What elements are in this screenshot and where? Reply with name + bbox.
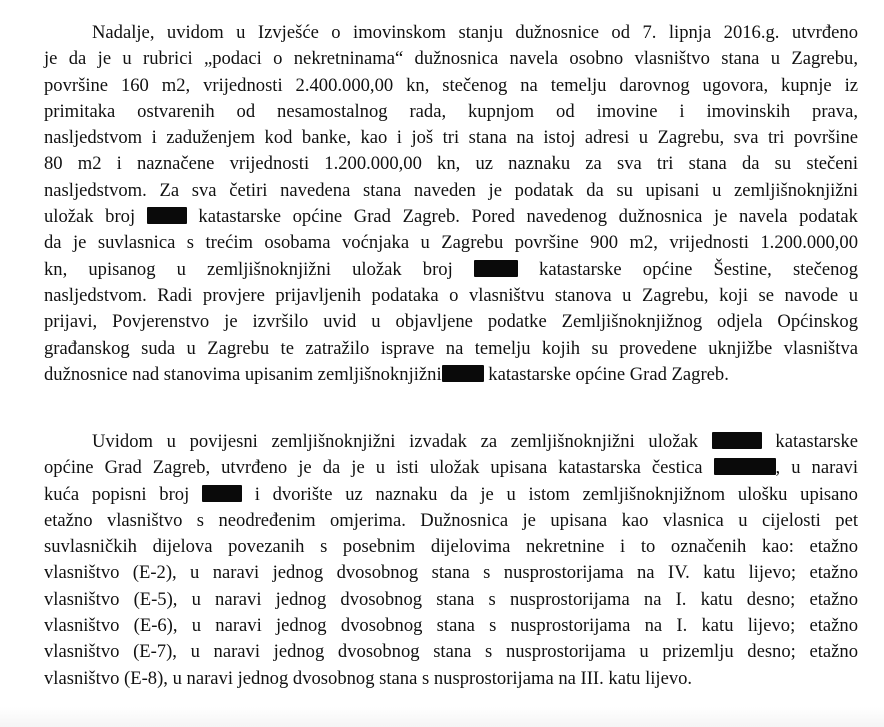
paragraph-land-registry — [44, 429, 858, 692]
text-line: vlasništvo (E-2), u naravi jednog dvosobnog stana s nusprostorijama na IV. katu lijevo; etažno — [44, 562, 858, 584]
text-line — [44, 257, 858, 283]
text-line: građanskog suda u Zagrebu te zatražilo isprave na temelju kojih su provedene uknjižbe vlasništva — [44, 337, 858, 359]
text-segment: kuća popisni broj — [44, 483, 190, 505]
redaction-block — [202, 485, 242, 502]
text-line: nasljedstvom. Radi provjere prijavljenih podataka o vlasništvu stanova u Zagrebu, koji se navode u — [44, 284, 858, 306]
redaction-block — [714, 458, 776, 475]
page-edge-shadow — [0, 707, 884, 727]
text-line: suvlasničkih dijelova povezanih s posebnim dijelovima nekretnine i to označenih kao: etažno — [44, 536, 858, 558]
redaction-block — [147, 207, 187, 224]
text-segment: katastarske — [775, 431, 859, 452]
text-line: 80 m2 i naznačene vrijednosti 1.200.000,00 kn, uz naznaku za sva tri stana da su stečeni — [44, 153, 858, 175]
text-line — [44, 482, 858, 508]
redaction-block — [712, 432, 762, 449]
redaction-block — [442, 365, 484, 382]
text-line: vlasništvo (E-5), u naravi jednog dvosobnog stana s nusprostorijama na I. katu desno; etažno — [44, 588, 858, 610]
text-line: nasljedstvom. Za sva četiri navedena stana naveden je podatak da su upisani u zemljišnoknjižni — [44, 179, 858, 201]
text-segment: općine Grad Zagreb, utvrđeno je da je u isti uložak upisana katastarska čestica — [44, 457, 703, 479]
text-segment: katastarske općine Šestine, stečenog — [539, 258, 858, 280]
text-line: da je suvlasnica s trećim osobama voćnjaka u Zagrebu površine 900 m2, vrijednosti 1.200.000,00 — [44, 232, 858, 254]
text-segment: katastarske općine Grad Zagreb. Pored navedenog dužnosnica je navela podatak — [198, 206, 858, 228]
text-segment: katastarske općine Grad Zagreb. — [488, 363, 729, 385]
paragraph-ownership-report — [44, 20, 858, 388]
text-line — [44, 362, 858, 388]
text-line: vlasništvo (E-6), u naravi jednog dvosobnog stana s nusprostorijama na I. katu lijevo; etažno — [44, 615, 858, 637]
text-segment: i dvorište uz naznaku da je u istom zemljišnoknjižnom ulošku upisano — [254, 483, 858, 505]
text-line: je da je u rubrici „podaci o nekretninama“ dužnosnica navela osobno vlasništvo stana u Zagrebu, — [44, 48, 858, 70]
text-line: površine 160 m2, vrijednosti 2.400.000,00 kn, stečenog na temelju darovnog ugovora, kupnje iz — [44, 74, 858, 96]
text-line: prijavi, Povjerenstvo je izvršilo uvid u objavljene podatke Zemljišnoknjižnog odjela Općinskog — [44, 311, 858, 333]
text-segment: uložak broj — [44, 206, 136, 228]
text-line: nasljedstvom i zaduženjem kod banke, kao i još tri stana na istoj adresi u Zagrebu, sva tri površine — [44, 127, 858, 149]
redaction-block — [474, 260, 518, 277]
text-line: vlasništvo (E-8), u naravi jednog dvosobnog stana s nusprostorijama na III. katu lijevo. — [44, 667, 693, 689]
text-segment: , u naravi — [775, 457, 858, 479]
text-line: primitaka ostvarenih od nesamostalnog rada, kupnjom od imovine i imovinskih prava, — [44, 100, 858, 122]
text-line: vlasništvo (E-7), u naravi jednog dvosobnog stana s nusprostorijama u prizemlju desno; etažno — [44, 641, 858, 663]
text-segment: dužnosnice nad stanovima upisanim zemljišnoknjižni — [44, 363, 442, 385]
text-line — [44, 429, 858, 455]
text-segment: kn, upisanog u zemljišnoknjižni uložak broj — [44, 258, 453, 280]
text-line: Nadalje, uvidom u Izvješće o imovinskom stanju dužnosnice od 7. lipnja 2016.g. utvrđeno — [92, 22, 858, 43]
text-line — [44, 204, 858, 230]
text-segment: Uvidom u povijesni zemljišnoknjižni izvadak za zemljišnoknjižni uložak — [92, 431, 698, 452]
text-line — [44, 455, 858, 481]
text-line: etažno vlasništvo s neodređenim omjerima. Dužnosnica je upisana kao vlasnica u cijelosti pet — [44, 509, 858, 531]
